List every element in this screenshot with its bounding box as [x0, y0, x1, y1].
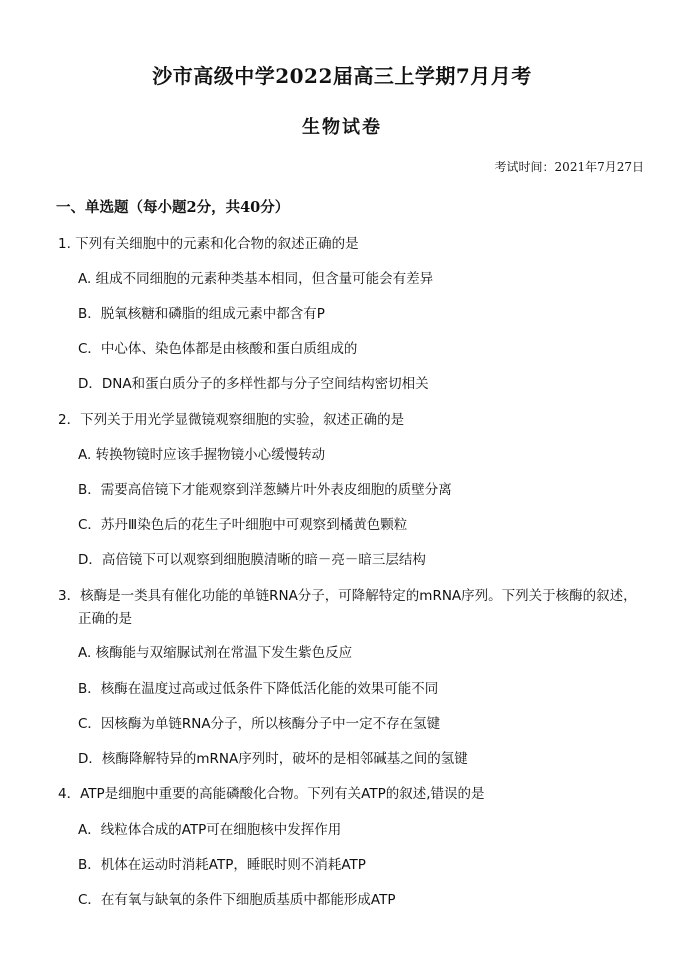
- question-4-option-c: C．在有氧与缺氧的条件下细胞质基质中都能形成ATP: [78, 892, 396, 908]
- question-2-option-d: D．高倍镜下可以观察到细胞膜清晰的暗－亮－暗三层结构: [78, 552, 426, 568]
- question-3-option-c: C．因核酶为单链RNA分子，所以核酶分子中一定不存在氢键: [78, 716, 441, 732]
- question-2-option-a: A. 转换物镜时应该手握物镜小心缓慢转动: [78, 447, 326, 463]
- question-4-option-b: B．机体在运动时消耗ATP，睡眠时则不消耗ATP: [78, 857, 366, 873]
- question-3-stem-cont: 正确的是: [78, 611, 132, 627]
- exam-title: 沙市高级中学2022届高三上学期7月月考: [152, 64, 532, 88]
- exam-subtitle: 生物试卷: [302, 117, 382, 138]
- question-1-option-c: C．中心体、染色体都是由核酸和蛋白质组成的: [78, 341, 358, 357]
- question-1-option-b: B．脱氧核糖和磷脂的组成元素中都含有P: [78, 306, 325, 322]
- question-1-option-a: A. 组成不同细胞的元素种类基本相同，但含量可能会有差异: [78, 271, 434, 287]
- question-3-option-b: B．核酶在温度过高或过低条件下降低活化能的效果可能不同: [78, 681, 439, 697]
- question-1-stem: 1. 下列有关细胞中的元素和化合物的叙述正确的是: [58, 236, 359, 252]
- section-heading: 一、单选题（每小题2分，共40分）: [56, 199, 290, 216]
- question-2-option-b: B．需要高倍镜下才能观察到洋葱鳞片叶外表皮细胞的质壁分离: [78, 482, 452, 498]
- question-3-option-d: D．核酶降解特异的mRNA序列时，破坏的是相邻碱基之间的氢键: [78, 751, 468, 767]
- question-2-option-c: C．苏丹Ⅲ染色后的花生子叶细胞中可观察到橘黄色颗粒: [78, 517, 408, 533]
- question-4-option-a: A．线粒体合成的ATP可在细胞核中发挥作用: [78, 822, 342, 838]
- question-4-stem: 4．ATP是细胞中重要的高能磷酸化合物。下列有关ATP的叙述,错误的是: [58, 786, 485, 802]
- question-2-stem: 2．下列关于用光学显微镜观察细胞的实验，叙述正确的是: [58, 412, 405, 428]
- question-3-option-a: A. 核酶能与双缩脲试剂在常温下发生紫色反应: [78, 645, 353, 661]
- exam-time: 考试时间：2021年7月27日: [494, 160, 644, 174]
- question-1-option-d: D．DNA和蛋白质分子的多样性都与分子空间结构密切相关: [78, 376, 429, 392]
- question-3-stem: 3．核酶是一类具有催化功能的单链RNA分子，可降解特定的mRNA序列。下列关于核酶的叙述，: [58, 588, 637, 604]
